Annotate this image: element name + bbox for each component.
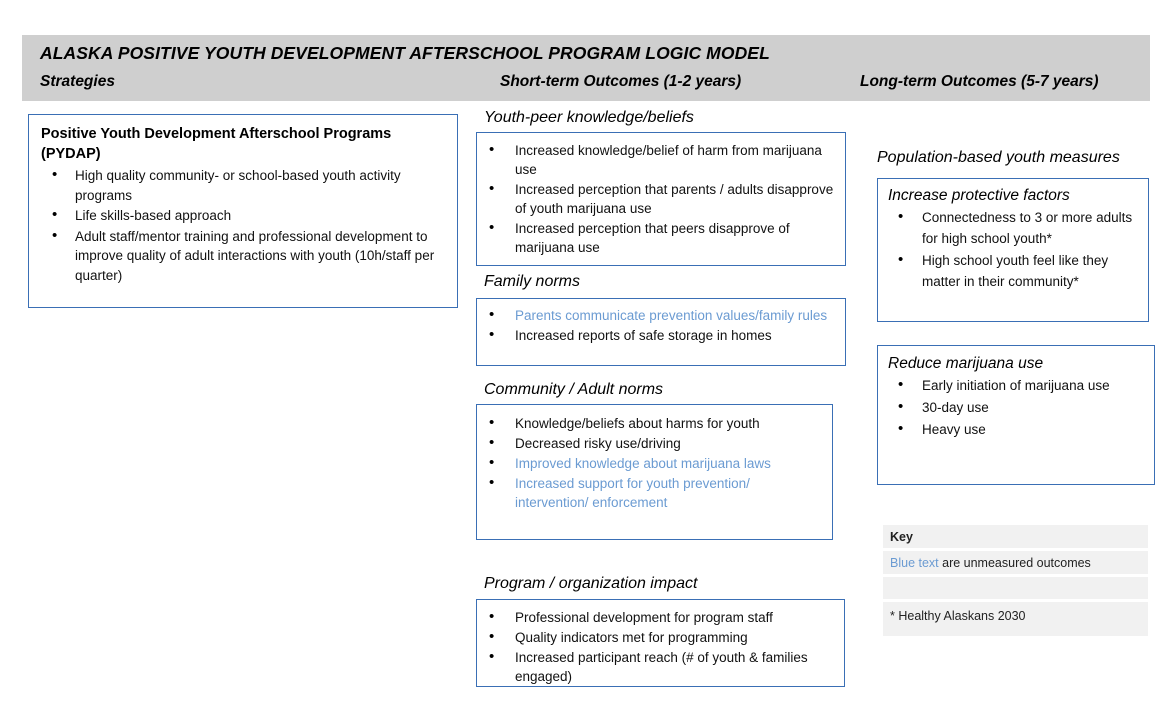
key-blue-note-label: are unmeasured outcomes xyxy=(938,556,1091,570)
list-item: • Increased knowledge/belief of harm from marijuana use xyxy=(477,141,837,179)
youth-peer-bullet-list xyxy=(477,141,837,257)
box-youth-peer-knowledge xyxy=(476,132,846,266)
caption-family-norms: Family norms xyxy=(484,273,581,290)
box-program-organization-impact xyxy=(476,599,845,687)
list-item: • Increased perception that parents / adults disapprove of youth marijuana use xyxy=(477,180,837,218)
list-item: • Increased participant reach (# of youth & families engaged) xyxy=(477,648,836,686)
subcaption-increase-protective-factors: Increase protective factors xyxy=(888,187,1070,204)
box-increase-protective-factors xyxy=(877,178,1149,322)
caption-community-adult-norms: Community / Adult norms xyxy=(484,381,664,398)
list-item: • Professional development for program staff xyxy=(477,608,836,627)
subcaption-reduce-marijuana-use: Reduce marijuana use xyxy=(888,355,1044,372)
list-item: • Knowledge/beliefs about harms for youth xyxy=(477,414,824,433)
key-legend xyxy=(883,525,1148,636)
caption-population-based-youth-measures: Population-based youth measures xyxy=(877,149,1120,166)
column-header-strategies: Strategies xyxy=(40,73,115,90)
page-title: ALASKA POSITIVE YOUTH DEVELOPMENT AFTERSCHOOL PROGRAM LOGIC MODEL xyxy=(40,43,770,63)
list-item: • High quality community- or school-based youth activity programs xyxy=(39,166,447,205)
caption-youth-peer-knowledge: Youth-peer knowledge/beliefs xyxy=(484,109,694,126)
box-community-adult-norms xyxy=(476,404,833,540)
list-item: • Quality indicators met for programming xyxy=(477,628,836,647)
strategies-box-title: Positive Youth Development Afterschool Programs (PYDAP) xyxy=(41,126,392,162)
key-legend-title: Key xyxy=(883,525,1148,548)
box-reduce-marijuana-use xyxy=(877,345,1155,485)
community-norms-bullet-list xyxy=(477,414,824,512)
family-norms-bullet-list xyxy=(477,306,837,345)
box-family-norms xyxy=(476,298,846,366)
header-band xyxy=(22,35,1150,101)
list-item: • Increased reports of safe storage in homes xyxy=(477,326,837,345)
list-item: • 30-day use xyxy=(878,397,1148,418)
key-legend-spacer-row xyxy=(883,577,1148,599)
list-item: • Early initiation of marijuana use xyxy=(878,375,1148,396)
list-item: • Improved knowledge about marijuana laws xyxy=(477,454,824,473)
list-item: • Increased perception that peers disapprove of marijuana use xyxy=(477,219,837,257)
key-legend-footnote: * Healthy Alaskans 2030 xyxy=(883,602,1148,636)
caption-program-organization-impact: Program / organization impact xyxy=(484,575,698,592)
program-impact-bullet-list xyxy=(477,608,836,686)
column-header-short-term: Short-term Outcomes (1-2 years) xyxy=(500,73,742,90)
list-item: • Parents communicate prevention values/family rules xyxy=(477,306,837,325)
list-item: • Adult staff/mentor training and professional development to improve quality of adult interactions with youth (10h/staff per quarter) xyxy=(39,227,447,286)
list-item: • Heavy use xyxy=(878,419,1148,440)
strategies-bullet-list xyxy=(39,166,447,285)
column-header-long-term: Long-term Outcomes (5-7 years) xyxy=(860,73,1099,90)
list-item: • High school youth feel like they matter in their community* xyxy=(878,250,1142,292)
strategies-pydap-box xyxy=(28,114,458,308)
key-blue-swatch-label: Blue text xyxy=(890,556,939,570)
reduce-use-bullet-list xyxy=(878,375,1148,440)
list-item: • Connectedness to 3 or more adults for high school youth* xyxy=(878,207,1142,249)
list-item: • Life skills-based approach xyxy=(39,206,447,226)
list-item: • Decreased risky use/driving xyxy=(477,434,824,453)
list-item: • Increased support for youth prevention/ intervention/ enforcement xyxy=(477,474,824,512)
key-legend-blue-text-row xyxy=(883,551,1148,574)
protective-factors-bullet-list xyxy=(878,207,1142,292)
